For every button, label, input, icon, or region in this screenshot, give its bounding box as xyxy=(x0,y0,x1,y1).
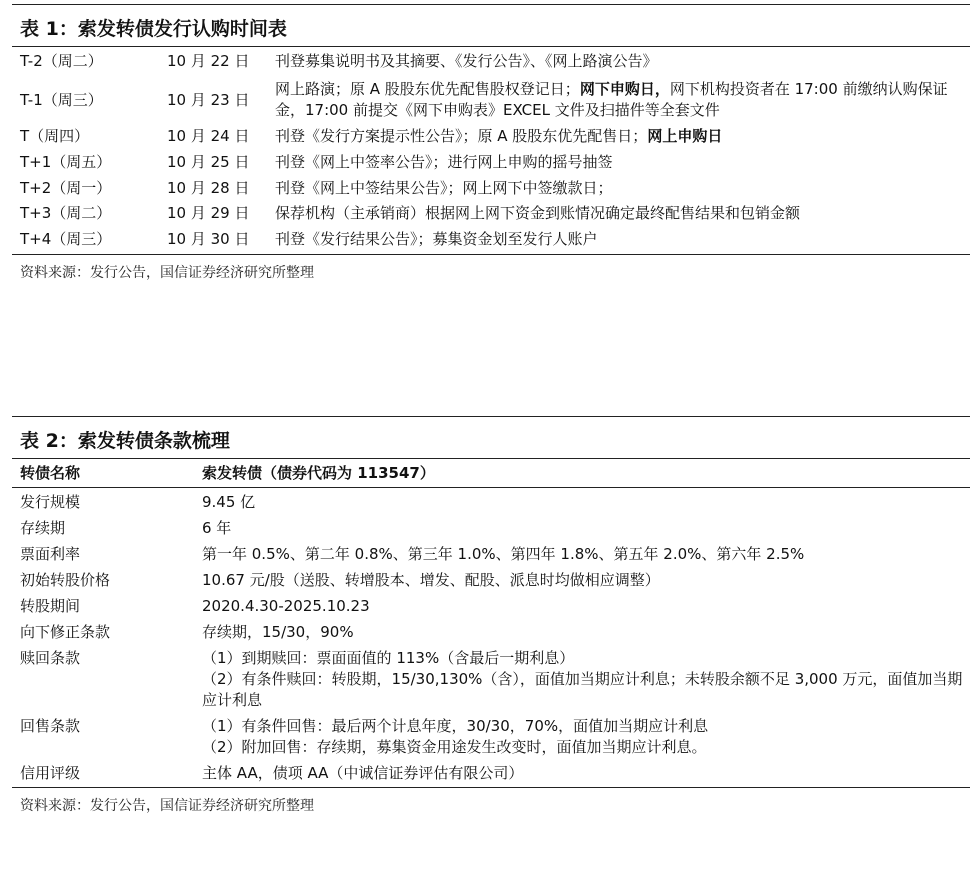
table-header-row xyxy=(12,459,970,488)
cell-label: 信用评级 xyxy=(20,764,81,782)
cell-label: 转股期间 xyxy=(20,597,81,615)
table-row xyxy=(12,488,970,516)
cell-day: T（周四） xyxy=(20,127,90,145)
cell-event xyxy=(275,203,970,224)
cell-value xyxy=(202,492,970,513)
cell-date: 10 月 28 日 xyxy=(167,179,250,197)
value-line: 第一年 0.5%、第二年 0.8%、第三年 1.0%、第四年 1.8%、第五年 2.0%、第六年 2.5% xyxy=(202,545,805,563)
event-text: 网上申购日 xyxy=(647,127,723,145)
cell-day: T+1（周五） xyxy=(20,153,112,171)
cell-label: 赎回条款 xyxy=(20,649,81,667)
value-line: 2020.4.30-2025.10.23 xyxy=(202,597,370,615)
cell-value xyxy=(202,622,970,643)
event-text: 网上路演；原 A 股股东优先配售股权登记日； xyxy=(275,80,580,98)
cell-value xyxy=(202,518,970,539)
cell-value xyxy=(202,763,970,784)
value-line: 存续期，15/30，90% xyxy=(202,623,354,641)
cell-label: 发行规模 xyxy=(20,493,81,511)
event-text: 刊登《网上中签率公告》；进行网上申购的摇号抽签 xyxy=(275,153,613,171)
table-row xyxy=(12,47,970,78)
table-title: 表 2：索发转债条款梳理 xyxy=(12,416,970,459)
cell-value xyxy=(202,544,970,565)
table-row xyxy=(12,202,970,227)
cell-date: 10 月 24 日 xyxy=(167,127,250,145)
cell-event xyxy=(275,229,970,250)
cell-value xyxy=(202,596,970,617)
table-body xyxy=(12,47,970,255)
table-row xyxy=(12,227,970,254)
header-value: 索发转债（债券代码为 113547） xyxy=(202,464,435,482)
cell-date: 10 月 30 日 xyxy=(167,230,250,248)
cell-day: T+4（周三） xyxy=(20,230,112,248)
cell-value xyxy=(202,648,970,711)
table-subscription-schedule xyxy=(12,4,970,283)
cell-day: T+3（周二） xyxy=(20,204,112,222)
event-text: 刊登《网上中签结果公告》；网上网下中签缴款日； xyxy=(275,179,613,197)
cell-date: 10 月 22 日 xyxy=(167,52,250,70)
table-source: 资料来源：发行公告，国信证券经济研究所整理 xyxy=(20,798,314,814)
cell-label: 初始转股价格 xyxy=(20,571,111,589)
cell-day: T-2（周二） xyxy=(20,52,103,70)
cell-value xyxy=(202,716,970,758)
event-text: 网下机构投资者在 17:00 前缴纳认购保证金，17:00 前提交《网下申购表》EXCEL 文件及扫描件等全套文件 xyxy=(275,80,948,119)
table-row xyxy=(12,78,970,124)
table-row xyxy=(12,516,970,542)
cell-event xyxy=(275,152,970,173)
cell-label: 回售条款 xyxy=(20,717,81,735)
table-row xyxy=(12,150,970,176)
table-row xyxy=(12,568,970,594)
cell-label: 存续期 xyxy=(20,519,66,537)
cell-date: 10 月 29 日 xyxy=(167,204,250,222)
value-line: （1）有条件回售：最后两个计息年度，30/30，70%，面值加当期应计利息 xyxy=(202,717,709,735)
event-text: 保荐机构（主承销商）根据网上网下资金到账情况确定最终配售结果和包销金额 xyxy=(275,204,801,222)
table-row xyxy=(12,594,970,620)
table-row xyxy=(12,646,970,714)
cell-event xyxy=(275,79,970,121)
table-row xyxy=(12,542,970,568)
table-title: 表 1：索发转债发行认购时间表 xyxy=(12,4,970,47)
table-row xyxy=(12,176,970,202)
table-row xyxy=(12,620,970,646)
event-text: 刊登《发行结果公告》；募集资金划至发行人账户 xyxy=(275,230,598,248)
table-row xyxy=(12,714,970,761)
table-body xyxy=(12,488,970,788)
value-line: 主体 AA，债项 AA（中诚信证券评估有限公司） xyxy=(202,764,524,782)
table-row xyxy=(12,124,970,150)
cell-value xyxy=(202,570,970,591)
cell-date: 10 月 25 日 xyxy=(167,153,250,171)
event-text: 网下申购日， xyxy=(579,80,670,98)
cell-day: T-1（周三） xyxy=(20,90,103,109)
cell-label: 票面利率 xyxy=(20,545,81,563)
cell-day: T+2（周一） xyxy=(20,179,112,197)
cell-label: 向下修正条款 xyxy=(20,623,111,641)
cell-event xyxy=(275,126,970,147)
value-line: （2）有条件赎回：转股期，15/30,130%（含），面值加当期应计利息；未转股余额不足 3,000 万元，面值加当期应计利息 xyxy=(202,670,963,709)
value-line: 9.45 亿 xyxy=(202,493,256,511)
table-source: 资料来源：发行公告，国信证券经济研究所整理 xyxy=(20,265,314,281)
table-row xyxy=(12,761,970,787)
table-bond-terms xyxy=(12,416,970,816)
event-text: 刊登募集说明书及其摘要、《发行公告》、《网上路演公告》 xyxy=(275,52,658,70)
value-line: 10.67 元/股（送股、转增股本、增发、配股、派息时均做相应调整） xyxy=(202,571,660,589)
cell-event xyxy=(275,51,970,72)
value-line: 6 年 xyxy=(202,519,232,537)
cell-date: 10 月 23 日 xyxy=(167,90,250,109)
value-line: （1）到期赎回：票面面值的 113%（含最后一期利息） xyxy=(202,649,575,667)
cell-event xyxy=(275,178,970,199)
header-label: 转债名称 xyxy=(20,464,81,482)
value-line: （2）附加回售：存续期，募集资金用途发生改变时，面值加当期应计利息。 xyxy=(202,738,707,756)
event-text: 刊登《发行方案提示性公告》；原 A 股股东优先配售日； xyxy=(275,127,648,145)
